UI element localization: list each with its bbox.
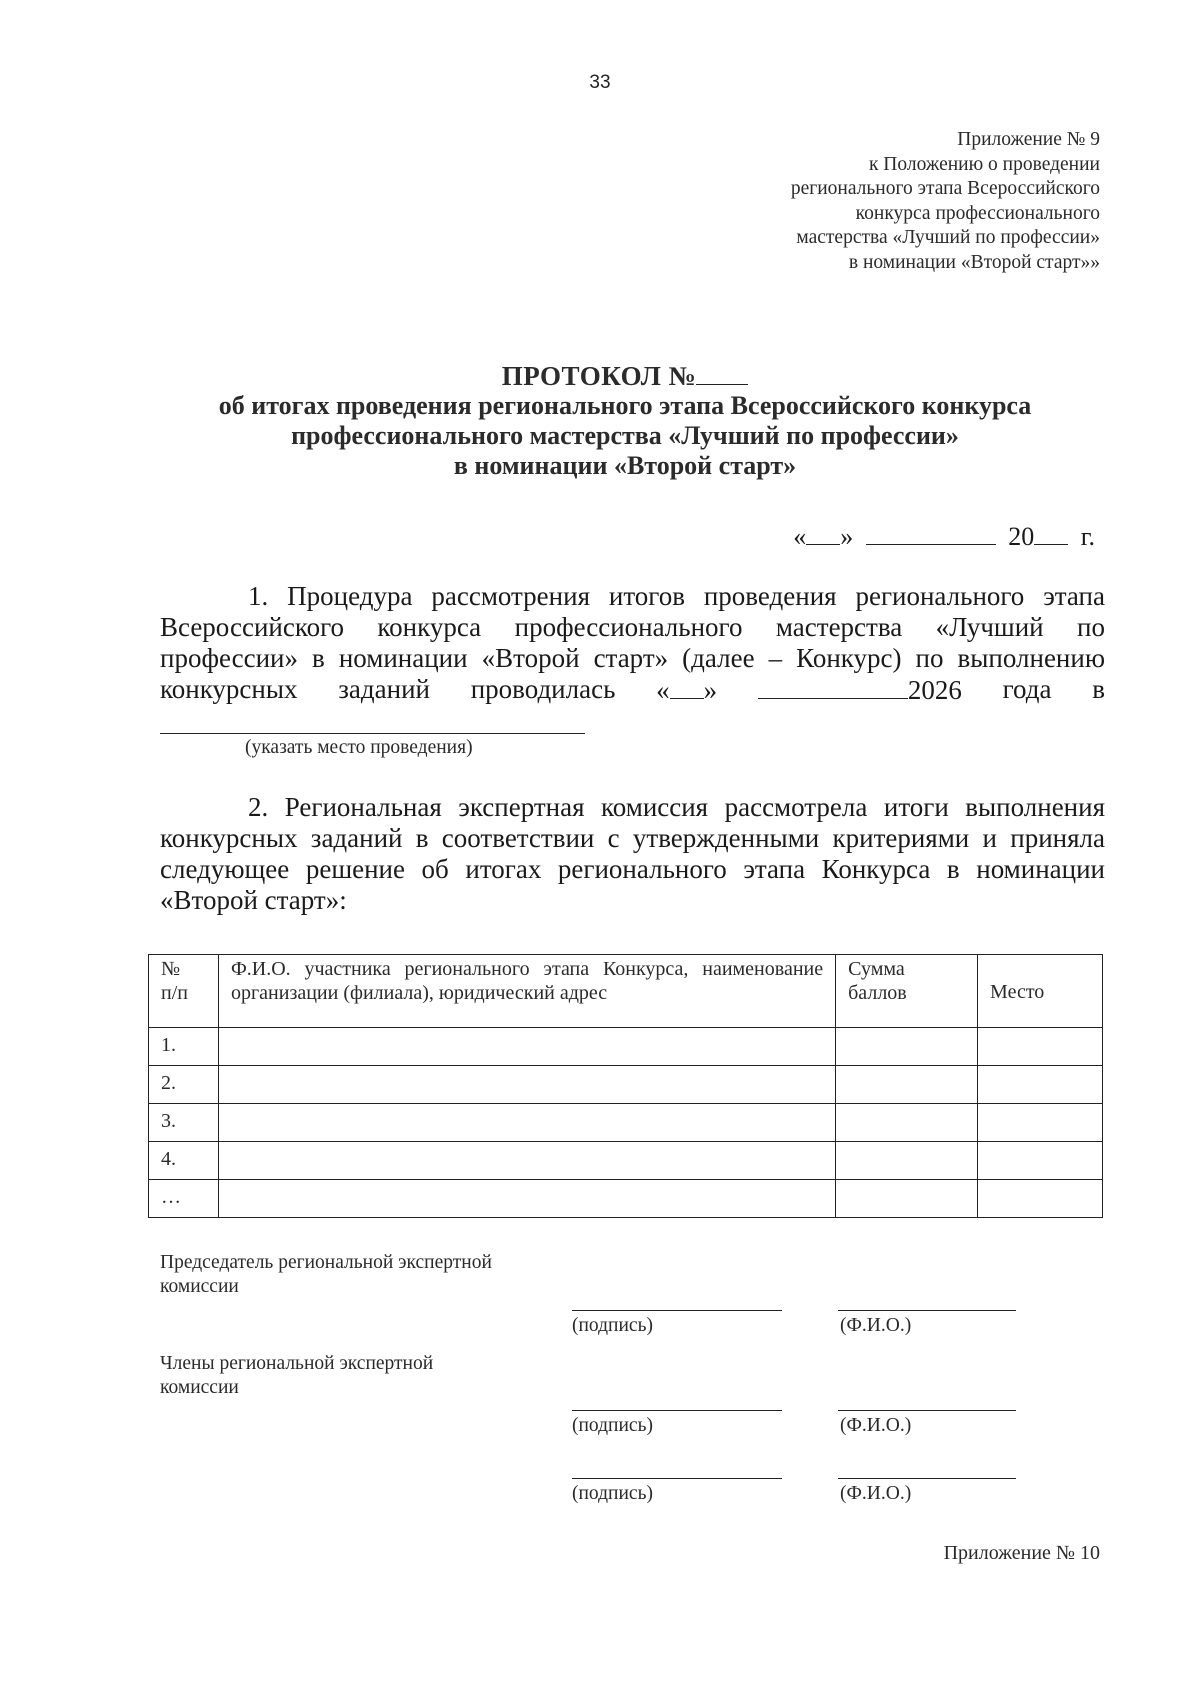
row-number: 4.: [149, 1142, 219, 1180]
year-blank: [1034, 520, 1068, 545]
name-caption: (Ф.И.О.): [840, 1415, 912, 1436]
member-name-line: [838, 1410, 1016, 1411]
chair-label: [160, 1251, 492, 1299]
chair-signature-line: [572, 1310, 782, 1311]
header-num: № п/п: [149, 955, 219, 1028]
table-header-row: [149, 955, 1103, 1028]
member-name-line: [838, 1478, 1016, 1479]
appendix-line: регионального этапа Всероссийского: [790, 178, 1100, 200]
title-line: в номинации «Второй старт»: [453, 451, 797, 480]
paragraph-1: [160, 581, 1105, 706]
year-prefix: 20: [1008, 522, 1035, 551]
next-appendix-label: Приложение № 10: [943, 1542, 1100, 1564]
paragraph-line: следующее решение об итогах регионального этапа Конкурса в номинации: [160, 854, 1105, 884]
row-number: 1.: [149, 1028, 219, 1066]
title-line: [150, 360, 1100, 391]
paragraph-line: 2. Региональная экспертная комиссия рассмотрела итоги выполнения: [248, 792, 1105, 822]
chair-label-line: Председатель региональной экспертной: [160, 1252, 492, 1273]
paragraph-line: Всероссийского конкурса профессионального мастерства «Лучший по: [160, 612, 1105, 642]
cell-score: [836, 1028, 978, 1066]
table-row: [149, 1066, 1103, 1104]
quote-close: »: [703, 675, 718, 705]
paragraph-line: конкурсных заданий в соответствии с утвержденными критериями и приняла: [160, 823, 1105, 853]
appendix-line: в номинации «Второй старт»»: [848, 251, 1100, 273]
place-caption: (указать место проведения): [245, 737, 473, 758]
header-place: Место: [978, 955, 1103, 1028]
quote-open: «: [793, 522, 807, 551]
signature-caption: (подпись): [572, 1483, 653, 1504]
day-blank: [806, 520, 840, 545]
cell-name: [218, 1104, 835, 1142]
cell-score: [836, 1104, 978, 1142]
paragraph-2: [160, 792, 1105, 916]
word: конкурсных: [160, 674, 298, 704]
appendix-line: конкурса профессионального: [855, 202, 1100, 224]
cell-name: [218, 1142, 835, 1180]
name-caption: (Ф.И.О.): [840, 1315, 912, 1336]
day-blank: [670, 674, 704, 699]
title-line: об итогах проведения регионального этапа Всероссийского конкурса: [218, 391, 1032, 420]
header-name: Ф.И.О. участника регионального этапа Конкурса, наименование организации (филиала), юридический адрес: [218, 955, 835, 1028]
page-number: 33: [589, 72, 611, 93]
member-signature-line: [572, 1410, 782, 1411]
table-row: [149, 1104, 1103, 1142]
appendix-header: [680, 128, 1100, 276]
results-table: [148, 954, 1103, 1218]
cell-place: [978, 1180, 1103, 1218]
cell-name: [218, 1180, 835, 1218]
document-title: [150, 360, 1100, 481]
cell-name: [218, 1028, 835, 1066]
members-label-line: комиссии: [160, 1377, 239, 1398]
day-field: [656, 674, 717, 706]
row-number: 2.: [149, 1066, 219, 1104]
word: проводилась: [470, 674, 616, 704]
table-row: [149, 1180, 1103, 1218]
paragraph-line: «Второй старт»:: [160, 885, 347, 915]
word: года: [1002, 674, 1052, 704]
cell-score: [836, 1180, 978, 1218]
appendix-line: мастерства «Лучший по профессии»: [796, 227, 1100, 249]
appendix-line: к Положению о проведении: [868, 153, 1100, 175]
appendix-line: Приложение № 9: [957, 129, 1100, 150]
member-signature-line: [572, 1478, 782, 1479]
date-line: [793, 520, 1095, 552]
table-row: [149, 1142, 1103, 1180]
paragraph-line: [160, 674, 1105, 706]
word: в: [1092, 674, 1105, 704]
members-label-line: Члены региональной экспертной: [160, 1353, 434, 1374]
chair-name-line: [838, 1310, 1016, 1311]
signature-caption: (подпись): [572, 1415, 653, 1436]
cell-score: [836, 1066, 978, 1104]
table-row: [149, 1028, 1103, 1066]
title-line: профессионального мастерства «Лучший по профессии»: [291, 421, 959, 450]
name-caption: (Ф.И.О.): [840, 1483, 912, 1504]
paragraph-line: профессии» в номинации «Второй старт» (далее – Конкурс) по выполнению: [160, 643, 1105, 673]
header-score: Сумма баллов: [836, 955, 978, 1028]
cell-place: [978, 1142, 1103, 1180]
word: заданий: [338, 674, 430, 704]
cell-place: [978, 1066, 1103, 1104]
place-blank-line: [160, 733, 585, 734]
month-year-field: [758, 674, 962, 706]
cell-name: [218, 1066, 835, 1104]
members-label: [160, 1352, 433, 1400]
cell-score: [836, 1142, 978, 1180]
year-suffix: г.: [1080, 522, 1095, 551]
row-number: …: [149, 1180, 219, 1218]
month-blank: [866, 520, 996, 545]
quote-close: »: [840, 522, 854, 551]
paragraph-line: 1. Процедура рассмотрения итогов проведения регионального этапа: [248, 581, 1105, 611]
signature-caption: (подпись): [572, 1315, 653, 1336]
chair-label-line: комиссии: [160, 1276, 239, 1297]
protocol-label: ПРОТОКОЛ №: [501, 361, 697, 391]
protocol-number-blank: [696, 360, 748, 385]
year: 2026: [907, 675, 962, 705]
month-blank: [758, 674, 908, 699]
cell-place: [978, 1028, 1103, 1066]
row-number: 3.: [149, 1104, 219, 1142]
quote-open: «: [656, 675, 670, 705]
cell-place: [978, 1104, 1103, 1142]
